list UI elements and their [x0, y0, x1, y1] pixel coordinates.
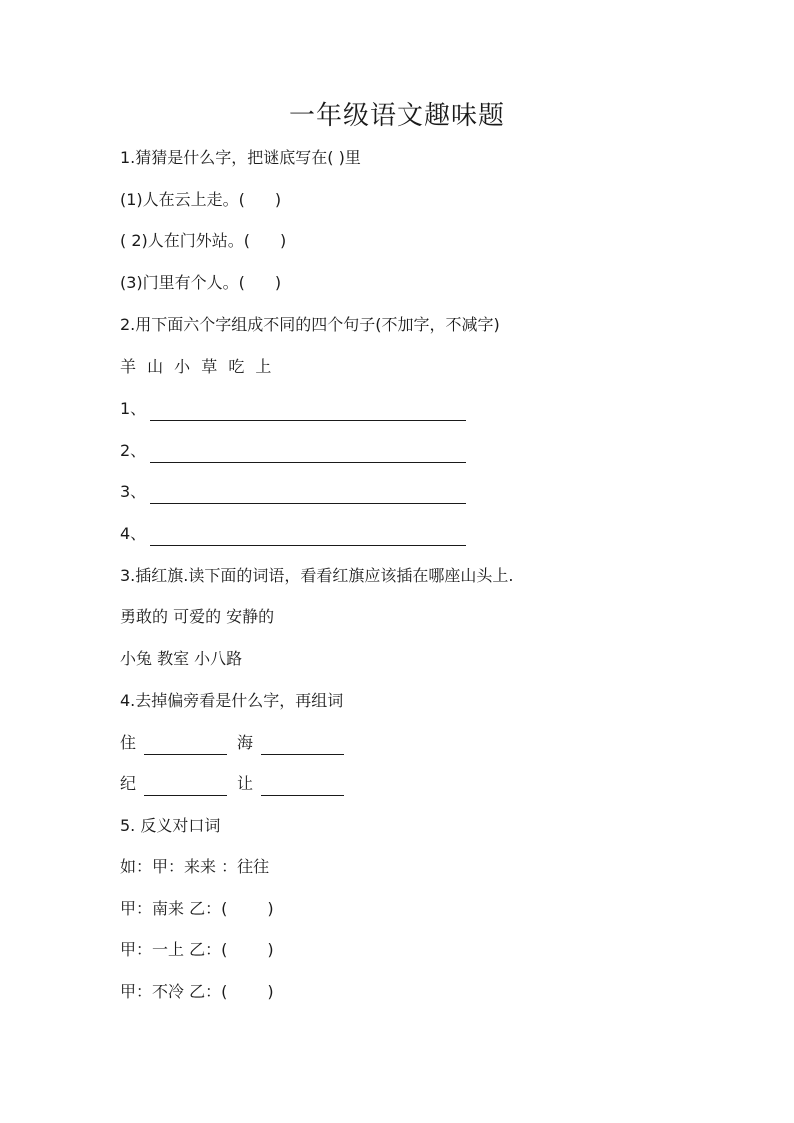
q1-item-2-text: ( 2)人在门外站。( [120, 231, 250, 250]
q5-example: 如：甲：来来 ：往往 [120, 857, 270, 876]
q5-item-1-text: 甲：南来 乙：( [120, 899, 228, 918]
q2-blank-3 [120, 480, 466, 504]
q5-item-3-close: ) [267, 982, 274, 1001]
q2-blank-1 [120, 397, 466, 421]
q1-item-2-close: ) [280, 231, 287, 250]
q5-item-2-close: ) [267, 940, 274, 959]
answer-line[interactable] [144, 736, 227, 755]
answer-line[interactable] [261, 736, 344, 755]
q3-row-1: 勇敢的 可爱的 安静的 [120, 607, 275, 626]
q4-char: 住 [120, 733, 137, 752]
q3-row-2: 小兔 教室 小八路 [120, 649, 243, 668]
q5-item-1 [120, 897, 274, 921]
q1-prompt: 1.猜猜是什么字，把谜底写在( )里 [120, 148, 361, 167]
q1-item-2 [120, 229, 286, 253]
answer-line[interactable] [150, 485, 466, 504]
q4-char: 海 [237, 733, 254, 752]
q2-blank-3-label: 3、 [120, 482, 147, 501]
q5-item-2 [120, 938, 274, 962]
answer-line[interactable] [150, 444, 466, 463]
q4-row-1 [120, 731, 354, 755]
q5-prompt: 5. 反义对口词 [120, 816, 221, 835]
q5-item-2-text: 甲：一上 乙：( [120, 940, 228, 959]
q4-char: 纪 [120, 774, 137, 793]
page-title: 一年级语文趣味题 [288, 101, 505, 131]
q2-prompt: 2.用下面六个字组成不同的四个句子(不加字，不减字) [120, 315, 500, 334]
q1-item-1 [120, 188, 281, 212]
q2-blank-1-label: 1、 [120, 399, 147, 418]
q2-chars: 羊 山 小 草 吃 上 [120, 357, 272, 376]
answer-line[interactable] [150, 402, 466, 421]
q1-item-3-close: ) [274, 273, 282, 292]
q4-char: 让 [237, 774, 254, 793]
q2-blank-2-label: 2、 [120, 441, 147, 460]
q2-blank-4 [120, 522, 466, 546]
answer-line[interactable] [261, 777, 344, 796]
q5-item-1-close: ) [267, 899, 274, 918]
answer-line[interactable] [144, 777, 227, 796]
answer-line[interactable] [150, 527, 466, 546]
q1-item-1-close: ) [274, 190, 282, 209]
q4-row-2 [120, 772, 354, 796]
q1-item-1-text: (1)人在云上走。( [120, 190, 245, 209]
q1-item-3 [120, 271, 281, 295]
q5-item-3-text: 甲：不冷 乙：( [120, 982, 228, 1001]
q4-prompt: 4.去掉偏旁看是什么字，再组词 [120, 691, 344, 710]
q5-item-3 [120, 980, 274, 1004]
q2-blank-2 [120, 439, 466, 463]
q1-item-3-text: (3)门里有个人。( [120, 273, 245, 292]
q3-prompt: 3.插红旗.读下面的词语，看看红旗应该插在哪座山头上. [120, 566, 514, 585]
q2-blank-4-label: 4、 [120, 524, 147, 543]
